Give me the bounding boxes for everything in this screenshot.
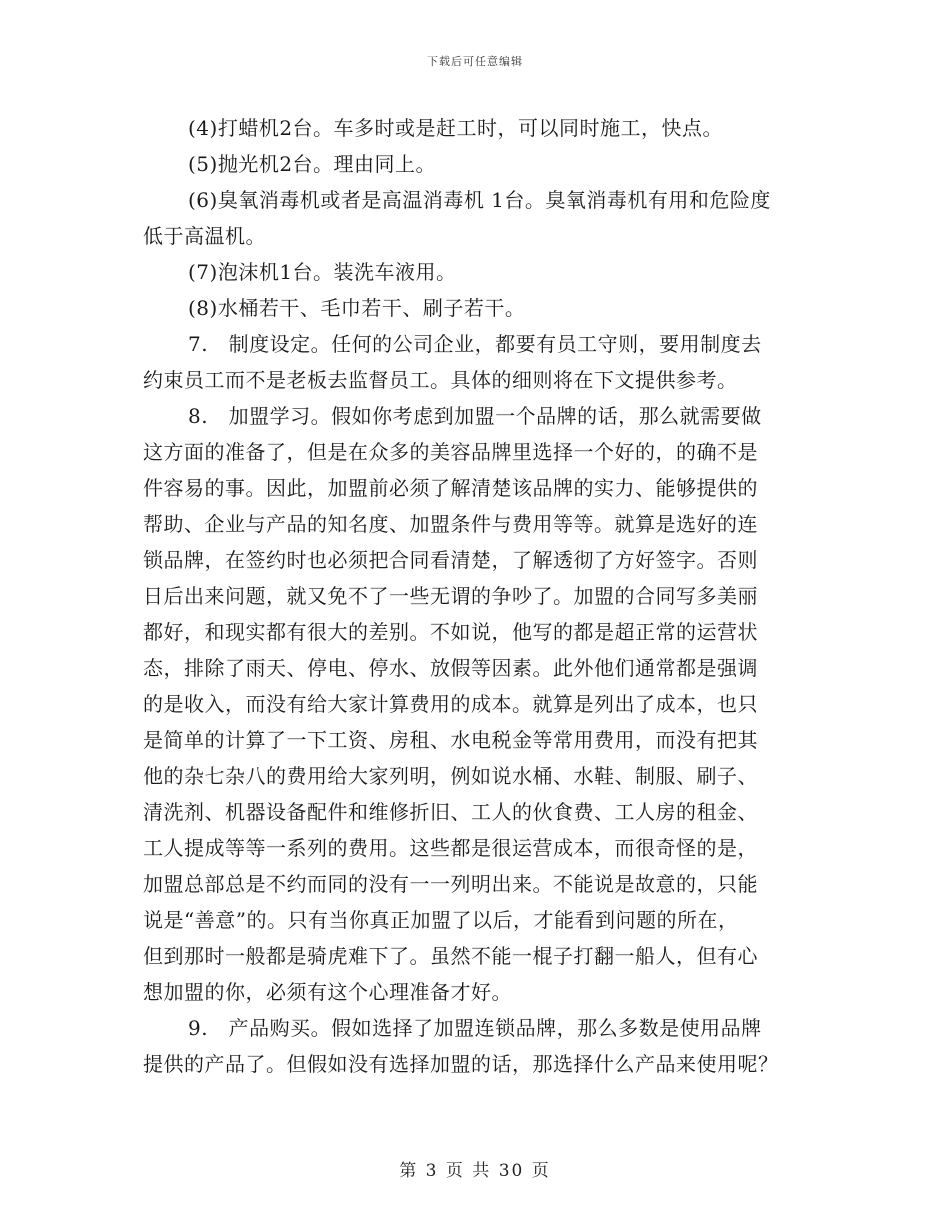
list-item-6-cont: 低于高温机。 (143, 224, 266, 248)
section-8-line: 清洗剂、机器设备配件和维修折旧、工人的伙食费、工人房的租金、 (143, 800, 758, 824)
list-item-6: (6)臭氧消毒机或者是高温消毒机 1台。臭氧消毒机有用和危险度 (188, 188, 771, 212)
section-8-line: 加盟总部总是不约而同的没有一一列明出来。不能说是故意的，只能 (143, 872, 758, 896)
list-item-7: (7)泡沫机1台。装洗车液用。 (188, 260, 457, 284)
section-7-line: 约束员工而不是老板去监督员工。具体的细则将在下文提供参考。 (143, 368, 738, 392)
list-item-8: (8)水桶若干、毛巾若干、刷子若干。 (188, 296, 526, 320)
section-8-line: 的是收入，而没有给大家计算费用的成本。就算是列出了成本，也只 (143, 692, 758, 716)
section-8-line: 锁品牌，在签约时也必须把合同看清楚，了解透彻了方好签字。否则 (143, 548, 758, 572)
list-item-5: (5)抛光机2台。理由同上。 (188, 152, 437, 176)
section-8-line: 态，排除了雨天、停电、停水、放假等因素。此外他们通常都是强调 (143, 656, 758, 680)
page-header: 下载后可任意编辑 (427, 55, 523, 68)
section-8-line: 想加盟的你，必须有这个心理准备才好。 (143, 980, 512, 1004)
section-8-line: 件容易的事。因此，加盟前必须了解清楚该品牌的实力、能够提供的 (143, 476, 758, 500)
section-7-line: 7. 制度设定。任何的公司企业，都要有员工守则，要用制度去 (188, 332, 762, 356)
section-9-line: 提供的产品了。但假如没有选择加盟的话，那选择什么产品来使用呢？ (143, 1052, 779, 1076)
section-9-line: 9. 产品购买。假如选择了加盟连锁品牌，那么多数是使用品牌 (188, 1016, 762, 1040)
section-8-line: 工人提成等等一系列的费用。这些都是很运营成本，而很奇怪的是， (143, 836, 758, 860)
section-8-line: 是简单的计算了一下工资、房租、水电税金等常用费用，而没有把其 (143, 728, 758, 752)
section-8-line: 他的杂七杂八的费用给大家列明，例如说水桶、水鞋、制服、刷子、 (143, 764, 758, 788)
document-body (143, 110, 813, 1082)
section-8-line: 日后出来问题，就又免不了一些无谓的争吵了。加盟的合同写多美丽 (143, 584, 758, 608)
section-8-line: 帮助、企业与产品的知名度、加盟条件与费用等等。就算是选好的连 (143, 512, 758, 536)
section-8-line: 都好，和现实都有很大的差别。不如说，他写的都是超正常的运营状 (143, 620, 758, 644)
section-8-line: 但到那时一般都是骑虎难下了。虽然不能一棍子打翻一船人，但有心 (143, 944, 758, 968)
list-item-4: (4)打蜡机2台。车多时或是赶工时，可以同时施工，快点。 (188, 116, 724, 140)
section-8-line: 这方面的准备了，但是在众多的美容品牌里选择一个好的，的确不是 (143, 440, 758, 464)
page-number-footer: 第 3 页 共 30 页 (399, 1161, 551, 1181)
section-8-line: 8. 加盟学习。假如你考虑到加盟一个品牌的话，那么就需要做 (188, 404, 762, 428)
section-8-line: 说是“善意”的。只有当你真正加盟了以后，才能看到问题的所在， (143, 908, 739, 932)
